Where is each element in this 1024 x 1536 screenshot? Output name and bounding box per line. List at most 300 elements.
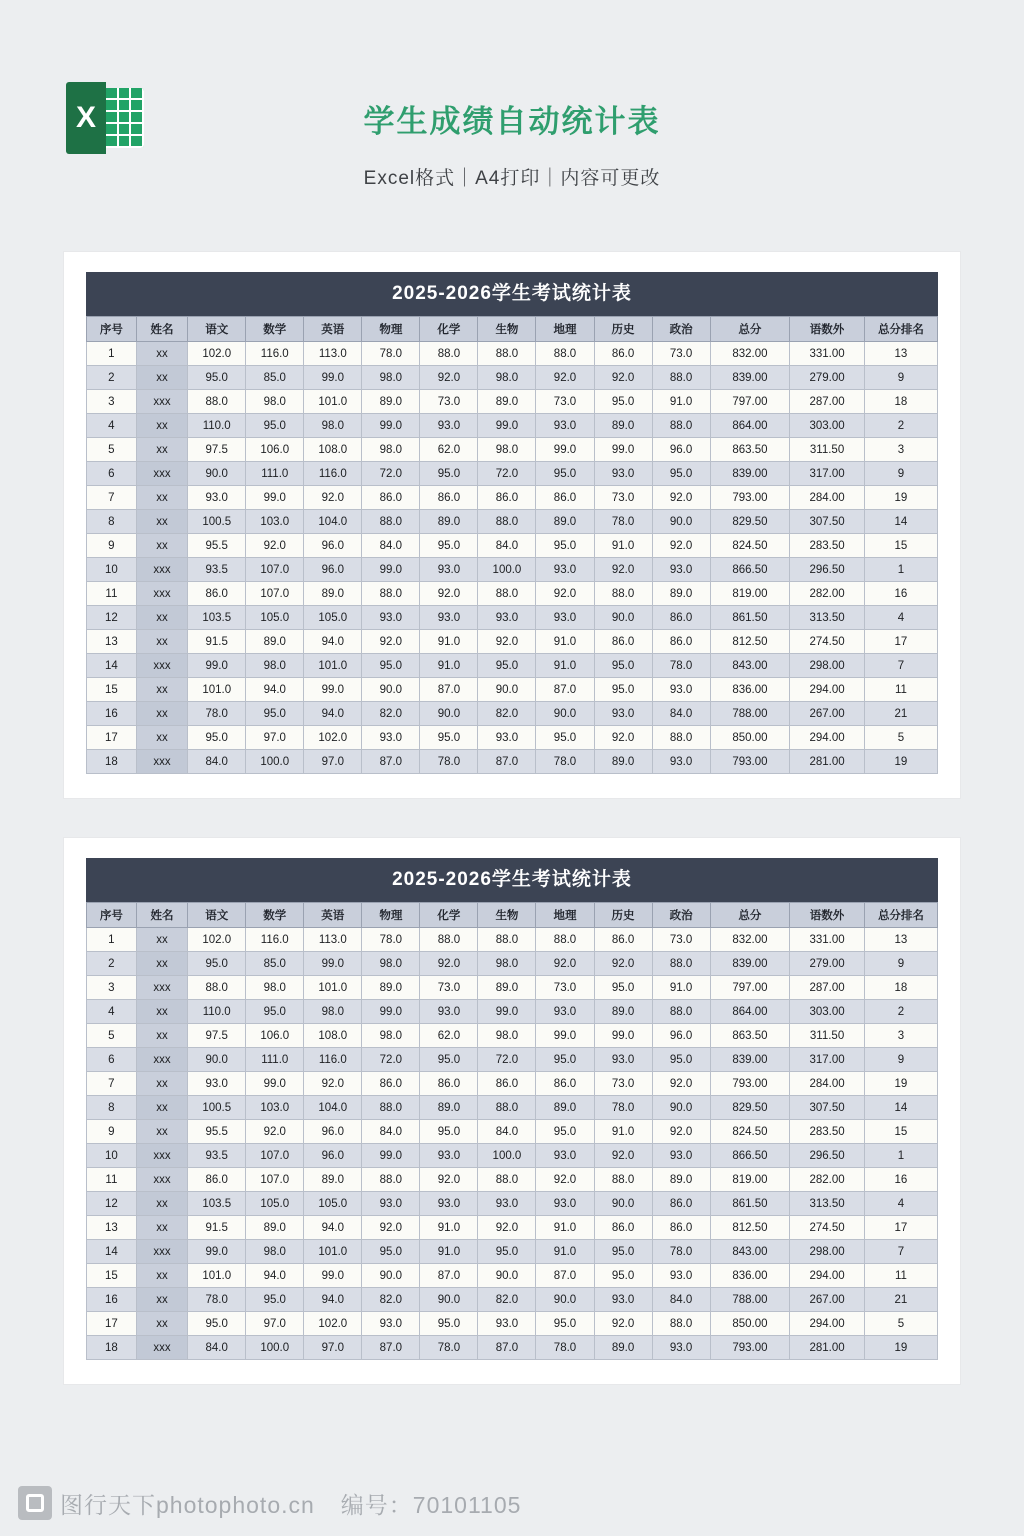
table-cell: 103.0: [246, 1096, 304, 1120]
table-cell: 95.0: [246, 702, 304, 726]
table-row: [87, 1072, 938, 1096]
table-cell: 4: [87, 414, 137, 438]
table-cell: 94.0: [304, 630, 362, 654]
table-cell: 3: [864, 1024, 937, 1048]
table-cell: 89.0: [478, 976, 536, 1000]
table-cell: 93.0: [362, 1192, 420, 1216]
table-cell: 281.00: [790, 1336, 865, 1360]
table-cell: 89.0: [420, 1096, 478, 1120]
table-row: [87, 726, 938, 750]
table-cell: 91.0: [420, 630, 478, 654]
table-cell: 793.00: [710, 486, 790, 510]
table-cell: 90.0: [536, 1288, 594, 1312]
table-cell: 103.5: [188, 606, 246, 630]
table-cell: 93.0: [652, 1264, 710, 1288]
table-row: [87, 1312, 938, 1336]
table-cell: 95.0: [420, 1120, 478, 1144]
table-cell: 99.0: [536, 438, 594, 462]
table-cell: 99.0: [478, 1000, 536, 1024]
table-cell: 85.0: [246, 366, 304, 390]
table-cell: 279.00: [790, 366, 865, 390]
table-cell: 99.0: [362, 558, 420, 582]
column-header-7: 生物: [478, 317, 536, 342]
table-cell: 102.0: [188, 342, 246, 366]
table-cell: 832.00: [710, 928, 790, 952]
column-header-2: 语文: [188, 317, 246, 342]
table-cell: 95.0: [362, 654, 420, 678]
table-cell: 797.00: [710, 390, 790, 414]
table-cell: 92.0: [420, 366, 478, 390]
table-cell: 73.0: [652, 342, 710, 366]
table-cell: xx: [136, 1120, 187, 1144]
table-cell: 90.0: [362, 678, 420, 702]
table-cell: 88.0: [362, 510, 420, 534]
table-cell: 7: [87, 486, 137, 510]
table-cell: 95.0: [536, 1048, 594, 1072]
table-cell: 866.50: [710, 558, 790, 582]
table-cell: 93.0: [420, 1144, 478, 1168]
table-cell: 90.0: [188, 462, 246, 486]
table-cell: 106.0: [246, 438, 304, 462]
table-cell: 91.0: [536, 1216, 594, 1240]
table-cell: 317.00: [790, 1048, 865, 1072]
table-cell: 863.50: [710, 438, 790, 462]
table-cell: 1: [864, 558, 937, 582]
table-cell: 93.0: [536, 558, 594, 582]
table-cell: 93.0: [594, 702, 652, 726]
table-cell: 85.0: [246, 952, 304, 976]
table-cell: 2: [864, 1000, 937, 1024]
table-cell: 294.00: [790, 678, 865, 702]
table-cell: 92.0: [478, 1216, 536, 1240]
table-cell: 88.0: [594, 582, 652, 606]
table-cell: 96.0: [304, 534, 362, 558]
table-cell: 90.0: [594, 606, 652, 630]
table-cell: 72.0: [362, 462, 420, 486]
watermark-logo-icon: [18, 1486, 52, 1520]
footer-watermark: [0, 1470, 1024, 1536]
table-cell: 116.0: [246, 342, 304, 366]
table-row: [87, 366, 938, 390]
table-cell: 86.0: [536, 486, 594, 510]
table-row: [87, 654, 938, 678]
watermark-code-value: 70101105: [412, 1491, 522, 1518]
table-cell: 303.00: [790, 1000, 865, 1024]
table-cell: 287.00: [790, 976, 865, 1000]
table-cell: xxx: [136, 1336, 187, 1360]
table-cell: 93.0: [420, 558, 478, 582]
sheet-preview-card-duplicate: [64, 838, 960, 1384]
table-cell: 92.0: [304, 486, 362, 510]
table-cell: 93.0: [536, 606, 594, 630]
table-cell: 101.0: [304, 976, 362, 1000]
table-cell: xx: [136, 1312, 187, 1336]
table-row: [87, 390, 938, 414]
column-header-1: 姓名: [136, 317, 187, 342]
table-cell: 97.0: [246, 726, 304, 750]
table-cell: 97.0: [304, 750, 362, 774]
table-cell: 93.0: [536, 1144, 594, 1168]
table-cell: 19: [864, 750, 937, 774]
table-cell: 3: [87, 390, 137, 414]
table-cell: 95.5: [188, 1120, 246, 1144]
table-cell: 98.0: [478, 1024, 536, 1048]
table-cell: 95.0: [594, 654, 652, 678]
column-header-4: 英语: [304, 317, 362, 342]
table-cell: 836.00: [710, 1264, 790, 1288]
column-header-0: 序号: [87, 903, 137, 928]
table-cell: 19: [864, 486, 937, 510]
table-cell: 88.0: [478, 510, 536, 534]
table-cell: 94.0: [246, 678, 304, 702]
table-cell: 294.00: [790, 726, 865, 750]
table-cell: 283.50: [790, 534, 865, 558]
table-cell: 861.50: [710, 1192, 790, 1216]
table-cell: 93.0: [594, 1288, 652, 1312]
table-cell: 86.0: [594, 1216, 652, 1240]
table-cell: 95.0: [420, 462, 478, 486]
table-cell: 97.0: [304, 1336, 362, 1360]
table-cell: 90.0: [594, 1192, 652, 1216]
table-cell: 90.0: [188, 1048, 246, 1072]
table-cell: 102.0: [304, 1312, 362, 1336]
table-cell: 90.0: [652, 510, 710, 534]
table-cell: 105.0: [246, 606, 304, 630]
table-cell: 93.0: [420, 1000, 478, 1024]
table-cell: 2: [87, 952, 137, 976]
table-cell: 88.0: [536, 928, 594, 952]
table-cell: 84.0: [652, 702, 710, 726]
table-cell: 843.00: [710, 654, 790, 678]
table-row: [87, 1024, 938, 1048]
table-cell: 92.0: [594, 952, 652, 976]
table-row: [87, 1144, 938, 1168]
table-cell: xxx: [136, 1240, 187, 1264]
table-cell: 13: [87, 630, 137, 654]
table-row: [87, 1168, 938, 1192]
table-cell: 95.0: [188, 366, 246, 390]
table-cell: 91.0: [652, 390, 710, 414]
table-cell: 14: [864, 1096, 937, 1120]
table-cell: 88.0: [652, 366, 710, 390]
table-cell: 284.00: [790, 1072, 865, 1096]
table-cell: xxx: [136, 750, 187, 774]
table-cell: 99.0: [536, 1024, 594, 1048]
table-cell: 110.0: [188, 1000, 246, 1024]
table-cell: 105.0: [246, 1192, 304, 1216]
table-cell: 93.0: [652, 750, 710, 774]
table-cell: 99.0: [362, 1144, 420, 1168]
table-cell: 91.0: [594, 534, 652, 558]
table-cell: 16: [864, 582, 937, 606]
table-cell: xxx: [136, 558, 187, 582]
table-cell: 303.00: [790, 414, 865, 438]
table-cell: 92.0: [478, 630, 536, 654]
table-cell: 98.0: [304, 1000, 362, 1024]
table-cell: 95.0: [246, 414, 304, 438]
table-cell: 94.0: [304, 1288, 362, 1312]
table-cell: xx: [136, 1192, 187, 1216]
table-cell: 18: [864, 390, 937, 414]
table-cell: 311.50: [790, 438, 865, 462]
table-cell: 793.00: [710, 750, 790, 774]
table-cell: 296.50: [790, 558, 865, 582]
table-cell: 92.0: [536, 366, 594, 390]
table-cell: 98.0: [362, 366, 420, 390]
table-cell: 97.0: [246, 1312, 304, 1336]
table-cell: 282.00: [790, 1168, 865, 1192]
table-cell: 13: [87, 1216, 137, 1240]
table-cell: 98.0: [246, 390, 304, 414]
table-cell: xxx: [136, 654, 187, 678]
table-cell: xxx: [136, 976, 187, 1000]
table-cell: 88.0: [362, 1168, 420, 1192]
table-cell: 92.0: [594, 366, 652, 390]
table-cell: 21: [864, 702, 937, 726]
table-cell: 12: [87, 606, 137, 630]
table-cell: 9: [864, 366, 937, 390]
table-row: [87, 1048, 938, 1072]
table-cell: 15: [864, 534, 937, 558]
table-cell: 87.0: [478, 750, 536, 774]
table-cell: 99.0: [594, 1024, 652, 1048]
table-cell: 78.0: [420, 750, 478, 774]
table-cell: 95.0: [188, 1312, 246, 1336]
table-cell: 18: [87, 750, 137, 774]
table-cell: 84.0: [362, 534, 420, 558]
title-block: [0, 96, 1024, 190]
table-cell: 2: [864, 414, 937, 438]
table-cell: 14: [87, 654, 137, 678]
table-cell: 93.0: [188, 486, 246, 510]
table-cell: 105.0: [304, 606, 362, 630]
table-row: [87, 1288, 938, 1312]
table-cell: 17: [87, 1312, 137, 1336]
table-cell: 98.0: [478, 366, 536, 390]
table-cell: 95.0: [594, 678, 652, 702]
table-cell: 101.0: [188, 1264, 246, 1288]
table-cell: 72.0: [478, 462, 536, 486]
column-header-9: 历史: [594, 317, 652, 342]
table-cell: 93.0: [420, 1192, 478, 1216]
table-cell: 73.0: [594, 1072, 652, 1096]
table-cell: 93.0: [478, 606, 536, 630]
table-cell: 89.0: [652, 582, 710, 606]
table-cell: 90.0: [420, 702, 478, 726]
table-cell: xxx: [136, 1048, 187, 1072]
table-cell: 11: [87, 582, 137, 606]
table-cell: 92.0: [652, 1120, 710, 1144]
table-cell: 89.0: [420, 510, 478, 534]
column-header-6: 化学: [420, 903, 478, 928]
table-cell: xx: [136, 510, 187, 534]
column-header-5: 物理: [362, 317, 420, 342]
page-title: 学生成绩自动统计表: [363, 104, 661, 139]
table-cell: 2: [87, 366, 137, 390]
column-header-5: 物理: [362, 903, 420, 928]
table-cell: 89.0: [246, 1216, 304, 1240]
table-cell: 11: [864, 678, 937, 702]
table-cell: 16: [87, 702, 137, 726]
table-cell: 9: [864, 1048, 937, 1072]
table-cell: 95.0: [246, 1000, 304, 1024]
table-cell: 93.0: [362, 606, 420, 630]
table-cell: 86.0: [478, 486, 536, 510]
table-body: [87, 928, 938, 1360]
table-cell: 8: [87, 510, 137, 534]
table-cell: 92.0: [420, 1168, 478, 1192]
column-header-2: 语文: [188, 903, 246, 928]
table-row: [87, 1120, 938, 1144]
table-cell: 62.0: [420, 1024, 478, 1048]
column-header-12: 语数外: [790, 903, 865, 928]
column-header-13: 总分排名: [864, 903, 937, 928]
table-cell: 97.5: [188, 438, 246, 462]
table-cell: 93.0: [536, 1000, 594, 1024]
table-cell: 86.0: [420, 1072, 478, 1096]
table-cell: 99.0: [304, 678, 362, 702]
table-cell: 279.00: [790, 952, 865, 976]
table-cell: 78.0: [362, 928, 420, 952]
table-cell: 92.0: [594, 558, 652, 582]
table-cell: 850.00: [710, 1312, 790, 1336]
table-cell: 99.0: [304, 366, 362, 390]
table-cell: 93.0: [478, 1192, 536, 1216]
table-cell: 92.0: [594, 726, 652, 750]
watermark-code: [341, 1487, 522, 1520]
table-cell: 95.0: [652, 462, 710, 486]
table-cell: 95.0: [594, 1240, 652, 1264]
table-cell: 87.0: [362, 1336, 420, 1360]
table-cell: 88.0: [362, 1096, 420, 1120]
table-cell: 90.0: [536, 702, 594, 726]
table-body: [87, 342, 938, 774]
table-cell: 5: [864, 1312, 937, 1336]
table-cell: 91.0: [536, 1240, 594, 1264]
table-cell: 3: [864, 438, 937, 462]
table-cell: 92.0: [652, 534, 710, 558]
table-cell: 93.0: [536, 414, 594, 438]
table-cell: 95.0: [478, 1240, 536, 1264]
table-cell: 86.0: [188, 582, 246, 606]
table-row: [87, 414, 938, 438]
table-cell: 84.0: [652, 1288, 710, 1312]
table-cell: 88.0: [478, 1168, 536, 1192]
column-header-3: 数学: [246, 317, 304, 342]
table-cell: 9: [87, 534, 137, 558]
table-cell: 15: [864, 1120, 937, 1144]
table-cell: 93.0: [420, 414, 478, 438]
table-cell: 98.0: [362, 438, 420, 462]
table-cell: 100.0: [478, 558, 536, 582]
table-cell: xx: [136, 952, 187, 976]
table-cell: 91.0: [420, 1240, 478, 1264]
table-cell: 824.50: [710, 1120, 790, 1144]
table-cell: xx: [136, 366, 187, 390]
table-cell: 89.0: [362, 390, 420, 414]
table-cell: 12: [87, 1192, 137, 1216]
table-cell: 824.50: [710, 534, 790, 558]
table-cell: 96.0: [652, 438, 710, 462]
column-header-12: 语数外: [790, 317, 865, 342]
table-cell: 95.0: [594, 1264, 652, 1288]
table-cell: 87.0: [536, 1264, 594, 1288]
table-cell: 95.0: [420, 726, 478, 750]
table-cell: 7: [864, 654, 937, 678]
table-cell: 88.0: [536, 342, 594, 366]
column-header-0: 序号: [87, 317, 137, 342]
table-cell: 16: [864, 1168, 937, 1192]
table-cell: 116.0: [304, 1048, 362, 1072]
table-cell: 103.0: [246, 510, 304, 534]
table-cell: 110.0: [188, 414, 246, 438]
table-cell: 96.0: [304, 1144, 362, 1168]
table-cell: 95.0: [420, 1048, 478, 1072]
table-cell: 82.0: [362, 702, 420, 726]
table-cell: 843.00: [710, 1240, 790, 1264]
table-cell: 100.5: [188, 1096, 246, 1120]
table-cell: xx: [136, 678, 187, 702]
table-cell: 88.0: [478, 582, 536, 606]
table-cell: 861.50: [710, 606, 790, 630]
table-cell: 103.5: [188, 1192, 246, 1216]
table-cell: 7: [87, 1072, 137, 1096]
table-cell: 8: [87, 1096, 137, 1120]
table-cell: 99.0: [304, 1264, 362, 1288]
table-row: [87, 1240, 938, 1264]
table-cell: 93.0: [536, 1192, 594, 1216]
table-cell: 107.0: [246, 582, 304, 606]
table-cell: 91.0: [594, 1120, 652, 1144]
table-cell: 850.00: [710, 726, 790, 750]
table-cell: 93.5: [188, 558, 246, 582]
table-cell: 9: [864, 952, 937, 976]
table-cell: 3: [87, 976, 137, 1000]
table-cell: 88.0: [652, 1312, 710, 1336]
table-row: [87, 510, 938, 534]
table-cell: 107.0: [246, 1168, 304, 1192]
table-cell: 93.5: [188, 1144, 246, 1168]
table-cell: 87.0: [420, 1264, 478, 1288]
table-cell: 19: [864, 1336, 937, 1360]
column-header-6: 化学: [420, 317, 478, 342]
table-cell: 95.0: [420, 1312, 478, 1336]
table-cell: 101.0: [304, 390, 362, 414]
table-cell: 88.0: [420, 342, 478, 366]
table-row: [87, 1096, 938, 1120]
table-row: [87, 928, 938, 952]
table-cell: 313.50: [790, 606, 865, 630]
table-cell: 313.50: [790, 1192, 865, 1216]
table-cell: 17: [87, 726, 137, 750]
table-cell: 90.0: [652, 1096, 710, 1120]
table-row: [87, 1264, 938, 1288]
table-cell: 99.0: [246, 486, 304, 510]
table-cell: 5: [87, 438, 137, 462]
table-row: [87, 1216, 938, 1240]
table-cell: 89.0: [594, 414, 652, 438]
table-cell: 18: [864, 976, 937, 1000]
table-cell: 95.0: [188, 726, 246, 750]
table-cell: 84.0: [188, 750, 246, 774]
table-cell: 100.0: [246, 1336, 304, 1360]
table-cell: xx: [136, 630, 187, 654]
table-cell: 93.0: [362, 726, 420, 750]
table-cell: 86.0: [362, 1072, 420, 1096]
table-cell: 6: [87, 462, 137, 486]
table-cell: 92.0: [362, 630, 420, 654]
table-cell: 87.0: [362, 750, 420, 774]
